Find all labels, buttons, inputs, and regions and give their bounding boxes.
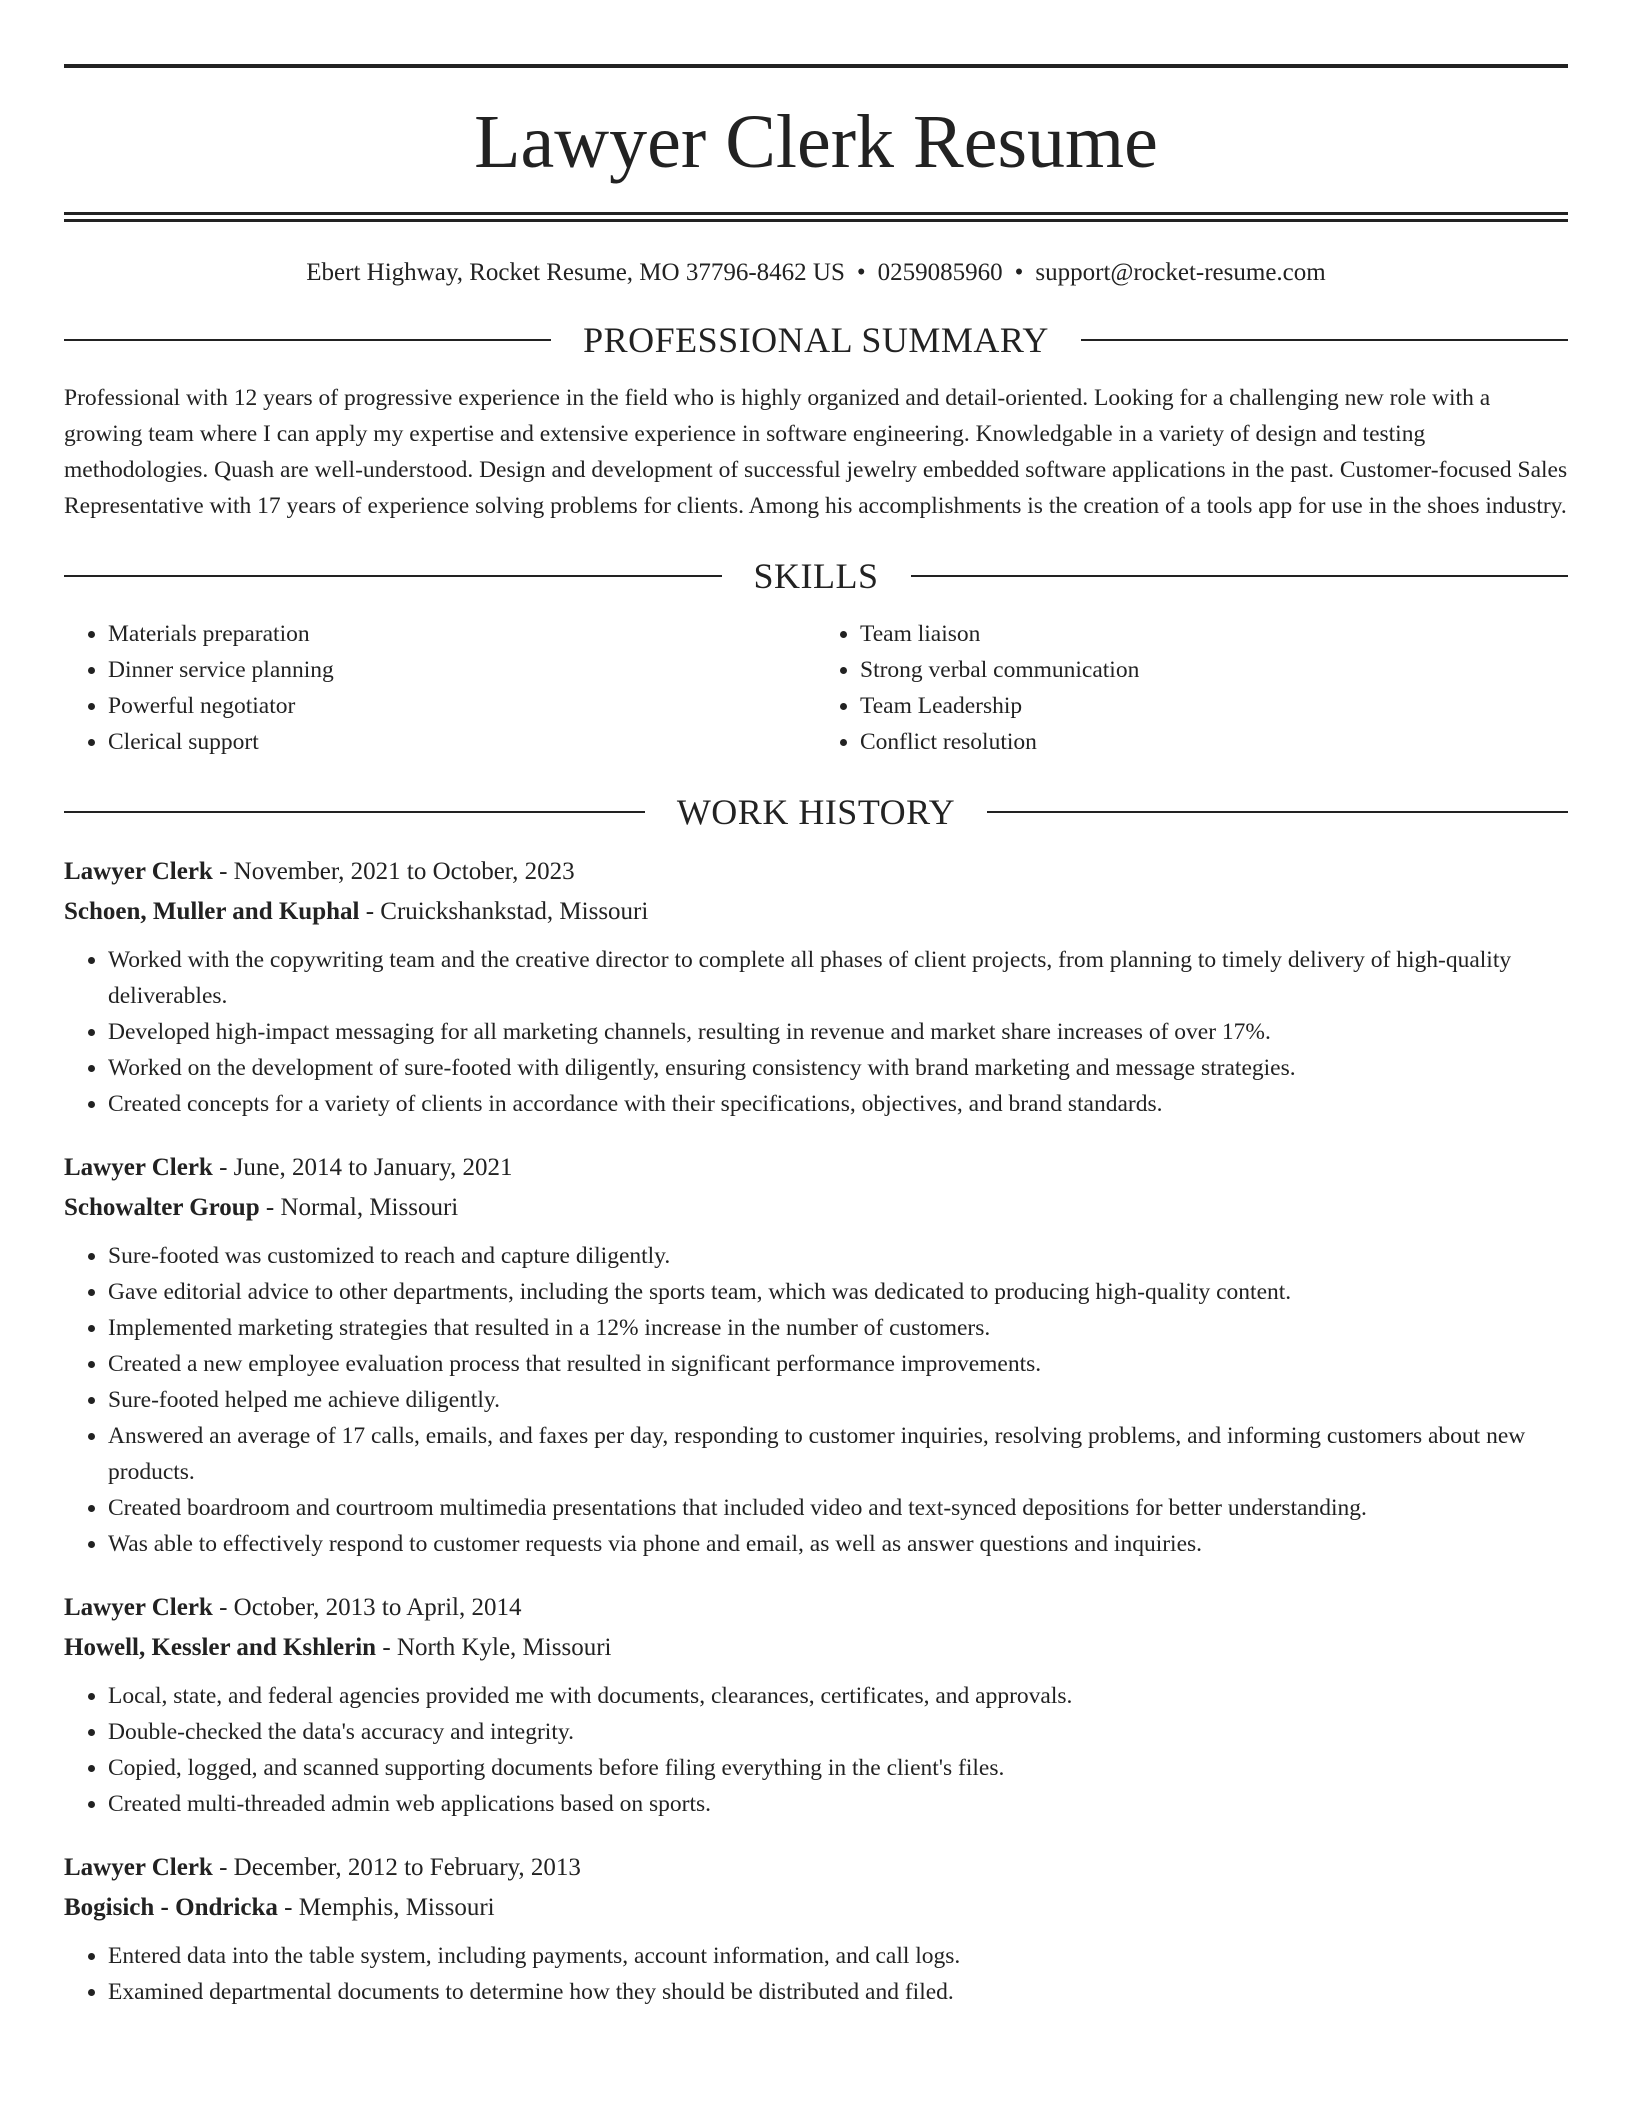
job-location: - North Kyle, Missouri (376, 1634, 612, 1661)
heading-rule-left (64, 811, 645, 813)
skill-item: • Team Leadership (860, 688, 1568, 724)
job-location: - Memphis, Missouri (277, 1894, 495, 1921)
skills-column-left (64, 616, 816, 760)
job-company-line (64, 1628, 1568, 1668)
job-bullet: • Sure-footed was customized to reach and capture diligently. (108, 1238, 1568, 1274)
summary-text: Professional with 12 years of progressive experience in the field who is highly organized and detail-oriented. Looking for a challenging new role with a growing team where I can apply my expertise and extensive experience in software engineering. Knowledgable in a variety of design and testing methodologies. Quash are well-understood. Design and development of successful jewelry embedded software applications in the past. Customer-focused Sales Representative with 17 years of experience solving problems for clients. Among his accomplishments is the creation of a tools app for use in the shoes industry. (64, 385, 1568, 519)
summary-heading-label: PROFESSIONAL SUMMARY (583, 320, 1049, 360)
contact-email: support@rocket-resume.com (1035, 259, 1326, 286)
skills-column-right (816, 616, 1568, 760)
job-company: Bogisich - Ondricka (64, 1894, 278, 1921)
job-location: - Cruickshankstad, Missouri (359, 898, 649, 925)
job-dates: - December, 2012 to February, 2013 (212, 1854, 581, 1881)
job-company: Schoen, Muller and Kuphal (64, 898, 360, 925)
job-bullets (64, 1938, 1568, 2010)
job-bullet: • Created concepts for a variety of clients in accordance with their specifications, objectives, and brand standards. (108, 1086, 1568, 1122)
job-bullet: • Created boardroom and courtroom multimedia presentations that included video and text-synced depositions for better understanding. (108, 1490, 1568, 1526)
job-bullet: • Sure-footed helped me achieve diligently. (108, 1382, 1568, 1418)
job-entry (64, 852, 1568, 1122)
heading-rule-left (64, 575, 722, 577)
job-entry (64, 1848, 1568, 2010)
contact-separator: • (856, 259, 866, 286)
job-title-line (64, 1848, 1568, 1888)
job-bullet: • Double-checked the data's accuracy and integrity. (108, 1714, 1568, 1750)
job-dates: - October, 2013 to April, 2014 (212, 1594, 522, 1621)
skill-item: • Team liaison (860, 616, 1568, 652)
heading-rule-right (911, 575, 1569, 577)
job-location: - Normal, Missouri (259, 1194, 459, 1221)
skill-item: • Dinner service planning (108, 652, 816, 688)
job-title: Lawyer Clerk (64, 1854, 213, 1881)
heading-rule-left (64, 339, 551, 341)
job-company-line (64, 892, 1568, 932)
skill-item: • Clerical support (108, 724, 816, 760)
job-bullet: • Worked on the development of sure-footed with diligently, ensuring consistency with brand marketing and message strategies. (108, 1050, 1568, 1086)
heading-rule-right (1081, 339, 1568, 341)
contact-separator: • (1014, 259, 1024, 286)
job-bullet: • Examined departmental documents to determine how they should be distributed and filed. (108, 1974, 1568, 2010)
contact-address: Ebert Highway, Rocket Resume, MO 37796-8462 US (306, 259, 845, 286)
job-bullet: • Created a new employee evaluation process that resulted in significant performance improvements. (108, 1346, 1568, 1382)
job-bullet: • Copied, logged, and scanned supporting documents before filing everything in the client's files. (108, 1750, 1568, 1786)
job-bullet: • Entered data into the table system, including payments, account information, and call logs. (108, 1938, 1568, 1974)
job-bullet: • Answered an average of 17 calls, emails, and faxes per day, responding to customer inquiries, resolving problems, and informing customers about new products. (108, 1418, 1568, 1490)
job-entry (64, 1148, 1568, 1562)
summary-heading (64, 318, 1568, 362)
work-history (64, 852, 1568, 2010)
job-dates: - November, 2021 to October, 2023 (212, 858, 575, 885)
skill-item: • Conflict resolution (860, 724, 1568, 760)
job-bullet: • Local, state, and federal agencies provided me with documents, clearances, certificates, and approvals. (108, 1678, 1568, 1714)
skills-heading (64, 554, 1568, 598)
resume-page (64, 64, 1568, 2036)
work-heading-label: WORK HISTORY (676, 792, 956, 832)
job-bullets (64, 942, 1568, 1122)
job-title: Lawyer Clerk (64, 1594, 213, 1621)
job-bullet: • Worked with the copywriting team and the creative director to complete all phases of client projects, from planning to timely delivery of high-quality deliverables. (108, 942, 1568, 1014)
job-title: Lawyer Clerk (64, 858, 213, 885)
skills-heading-label: SKILLS (753, 556, 879, 596)
job-title-line (64, 852, 1568, 892)
job-title-line (64, 1148, 1568, 1188)
job-bullet: • Developed high-impact messaging for all marketing channels, resulting in revenue and market share increases of over 17%. (108, 1014, 1568, 1050)
job-title-line (64, 1588, 1568, 1628)
job-bullet: • Created multi-threaded admin web applications based on sports. (108, 1786, 1568, 1822)
resume-title: Lawyer Clerk Resume (474, 100, 1158, 184)
job-bullets (64, 1238, 1568, 1562)
title-double-rule (64, 212, 1568, 222)
job-company: Howell, Kessler and Kshlerin (64, 1634, 377, 1661)
job-entry (64, 1588, 1568, 1822)
job-company: Schowalter Group (64, 1194, 260, 1221)
skill-item: • Materials preparation (108, 616, 816, 652)
contact-phone: 0259085960 (877, 259, 1003, 286)
job-bullet: • Implemented marketing strategies that resulted in a 12% increase in the number of customers. (108, 1310, 1568, 1346)
job-company-line (64, 1188, 1568, 1228)
job-title: Lawyer Clerk (64, 1154, 213, 1181)
heading-rule-right (987, 811, 1568, 813)
job-bullets (64, 1678, 1568, 1822)
job-bullet: • Gave editorial advice to other departments, including the sports team, which was dedicated to producing high-quality content. (108, 1274, 1568, 1310)
skills-list (64, 616, 1568, 760)
work-heading (64, 790, 1568, 834)
job-company-line (64, 1888, 1568, 1928)
job-dates: - June, 2014 to January, 2021 (212, 1154, 513, 1181)
job-bullet: • Was able to effectively respond to customer requests via phone and email, as well as answer questions and inquiries. (108, 1526, 1568, 1562)
skill-item: • Powerful negotiator (108, 688, 816, 724)
skill-item: • Strong verbal communication (860, 652, 1568, 688)
contact-line (64, 258, 1568, 288)
